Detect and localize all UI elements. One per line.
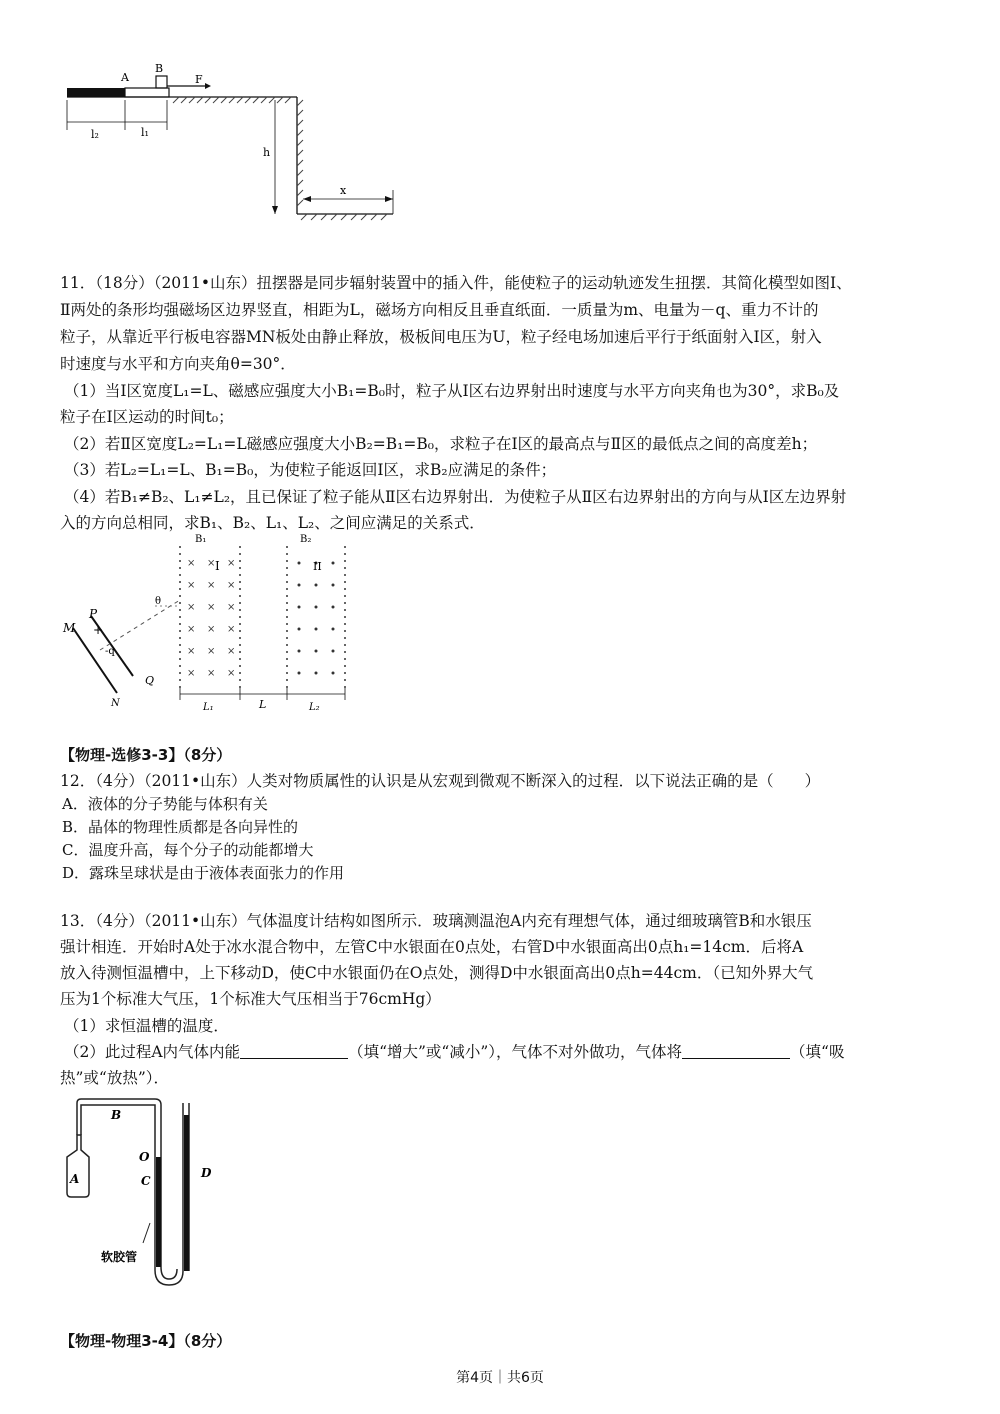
q11-part1b: 粒子在Ⅰ区运动的时间t₀；: [60, 408, 234, 426]
svg-text:×: ×: [187, 580, 196, 591]
svg-text:×: ×: [187, 558, 196, 569]
svg-text:×: ×: [187, 602, 196, 613]
q13-part2-text-b: （填“增大”或“减小”），气体不对外做功，气体将: [348, 1043, 683, 1061]
q11-line4: 时速度与水平和方向夹角θ=30°．: [60, 355, 296, 373]
mercury-c: [156, 1157, 161, 1267]
label-p: P: [89, 607, 98, 621]
svg-text:×: ×: [227, 558, 236, 569]
answer-blank-2[interactable]: [682, 1058, 790, 1059]
section-3-3-title: 【物理-选修3-3】（8分）: [60, 746, 232, 764]
q12-option-b: B．晶体的物理性质都是各向异性的: [62, 818, 299, 836]
svg-text:×: ×: [207, 624, 216, 635]
label-b1: B₁: [195, 534, 207, 545]
figure-magnetic-regions: [55, 528, 365, 718]
q13-line2: 强计相连．开始时A处于冰水混合物中，左管C中水银面在0点处，右管D中水银面高出0点h₁=14cm．后将A: [60, 938, 804, 956]
svg-text:×: ×: [207, 668, 216, 679]
label-q: Q: [145, 674, 155, 687]
label-l: L: [259, 698, 267, 711]
q11-line3: 粒子，从靠近平行板电容器MN板处由静止释放，极板间电压为U，粒子经电场加速后平行于纸面射入Ⅰ区，射入: [60, 328, 822, 346]
plate-mn: [73, 628, 117, 693]
svg-text:×: ×: [187, 646, 196, 657]
q12-option-d: D．露珠呈球状是由于液体表面张力的作用: [62, 864, 345, 882]
platform-surface: [125, 88, 169, 97]
figure-platform-diagram: [55, 58, 415, 228]
label-f: F: [195, 73, 203, 86]
label-b: B: [155, 62, 164, 75]
svg-text:×: ×: [227, 646, 236, 657]
answer-blank-1[interactable]: [240, 1058, 348, 1059]
label-d: D: [201, 1166, 212, 1180]
label-plus: +: [93, 623, 104, 637]
dark-bar: [67, 88, 125, 97]
q13-part1: （1）求恒温槽的温度．: [64, 1017, 229, 1035]
label-b2: B₂: [300, 534, 312, 545]
svg-text:×: ×: [227, 668, 236, 679]
q13-line4: 压为1个标准大气压，1个标准大气压相当于76cmHg）: [60, 990, 441, 1008]
q11-part3: （3）若L₂=L₁=L、B₁=B₀，为使粒子能返回Ⅰ区，求B₂应满足的条件；: [64, 461, 557, 479]
svg-text:×: ×: [187, 668, 196, 679]
figure-gas-thermometer: [55, 1095, 235, 1295]
block-b: [156, 76, 167, 88]
label-x: x: [340, 184, 347, 197]
label-l1: l₁: [141, 126, 149, 139]
label-l2: L₂: [309, 702, 320, 713]
svg-text:×: ×: [227, 624, 236, 635]
q11-line2: Ⅱ两处的条形均强磁场区边界竖直，相距为L，磁场方向相反且垂直纸面．一质量为m、电量为－q、重力不计的: [60, 301, 819, 319]
q11-part4a: （4）若B₁≠B₂、L₁≠L₂，且已保证了粒子能从Ⅱ区右边界射出．为使粒子从Ⅱ区右边界射出的方向与从Ⅰ区左边界射: [64, 488, 847, 506]
label-l1: L₁: [203, 702, 214, 713]
ground-hatching: [173, 97, 291, 103]
label-c: C: [141, 1174, 151, 1188]
svg-text:×: ×: [227, 580, 236, 591]
svg-text:×: ×: [187, 624, 196, 635]
q12-stem: 12．（4分）（2011•山东）人类对物质属性的认识是从宏观到微观不断深入的过程．以下说法正确的是（ ）: [60, 772, 821, 790]
svg-text:×: ×: [227, 602, 236, 613]
q13-line3: 放入待测恒温槽中，上下移动D，使C中水银面仍在O点处，测得D中水银面高出0点h=44cm．（已知外界大气: [60, 964, 814, 982]
svg-text:×: ×: [207, 558, 216, 569]
svg-text:×: ×: [207, 580, 216, 591]
q13-part2: [64, 1041, 844, 1063]
label-a: A: [70, 1172, 80, 1186]
bulb-a: [67, 1135, 89, 1197]
label-hose: 软胶管: [101, 1250, 138, 1264]
field-dots: [298, 562, 335, 675]
label-region-2: II: [313, 560, 322, 573]
q11-line1: 11．（18分）（2011•山东）扭摆器是同步辐射装置中的插入件，能使粒子的运动轨迹发生扭摆．其简化模型如图Ⅰ、: [60, 274, 852, 292]
page-footer: 第4页｜共6页: [456, 1370, 544, 1386]
label-b: B: [111, 1108, 122, 1122]
label-h: h: [263, 146, 271, 159]
q13-part2-end: 热”或“放热”）．: [60, 1069, 170, 1087]
q12-option-c: C．温度升高，每个分子的动能都增大: [62, 841, 314, 859]
q11-part4b: 入的方向总相同，求B₁、B₂、L₁、L₂、之间应满足的关系式．: [60, 514, 485, 532]
q13-line1: 13．（4分）（2011•山东）气体温度计结构如图所示．玻璃测温泡A内充有理想气体，通过细玻璃管B和水银压: [60, 912, 812, 930]
q13-part2-text-c: （填“吸: [790, 1043, 845, 1061]
field-crosses: [187, 558, 235, 679]
label-o: O: [139, 1150, 150, 1164]
section-3-4-title: 【物理-物理3-4】（8分）: [60, 1332, 232, 1350]
label-theta: θ: [155, 596, 162, 607]
label-region-1: I: [215, 559, 220, 573]
svg-text:×: ×: [207, 646, 216, 657]
label-a: A: [121, 71, 129, 84]
label-m: M: [63, 621, 76, 635]
label-l2: l₂: [91, 128, 99, 141]
svg-text:×: ×: [207, 602, 216, 613]
q11-part1a: （1）当Ⅰ区宽度L₁=L、磁感应强度大小B₁=B₀时，粒子从Ⅰ区右边界射出时速度与水平方向夹角也为30°，求B₀及: [64, 382, 840, 400]
q11-part2: （2）若Ⅱ区宽度L₂=L₁=L磁感应强度大小B₂=B₁=B₀，求粒子在Ⅰ区的最高点与Ⅱ区的最低点之间的高度差h；: [64, 435, 818, 453]
q12-option-a: A．液体的分子势能与体积有关: [62, 795, 268, 813]
q13-part2-text-a: （2）此过程A内气体内能: [64, 1043, 241, 1061]
label-minus-q: -q: [105, 646, 115, 657]
mercury-d: [184, 1115, 189, 1271]
label-n: N: [111, 698, 120, 709]
